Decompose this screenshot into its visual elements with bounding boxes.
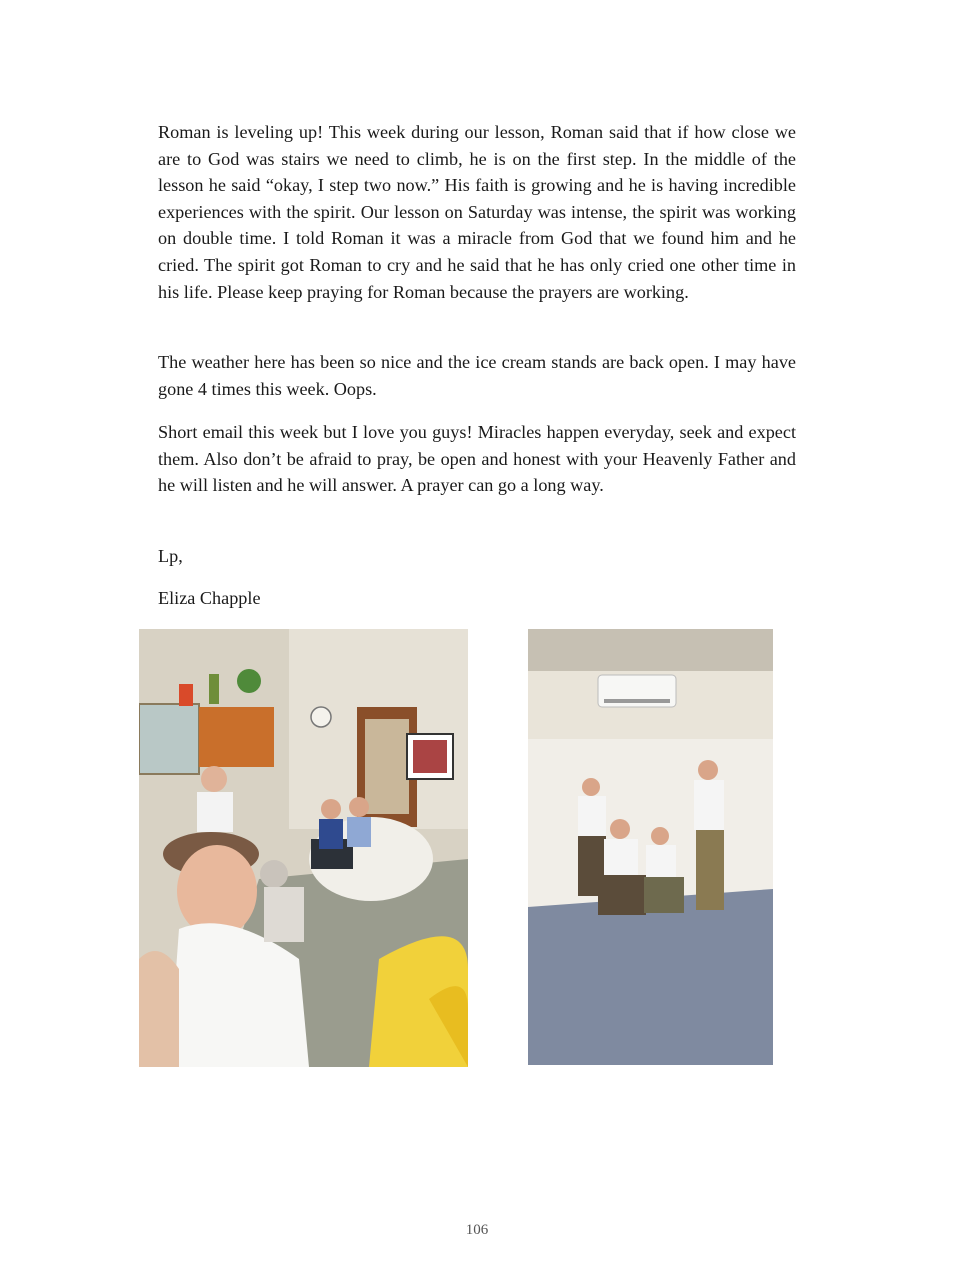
page-number: 106	[465, 1222, 489, 1238]
paragraph-weather: The weather here has been so nice and the ice cream stands are back open. I may have gone 4 times this week. Oops.	[158, 352, 796, 399]
kitchen-selfie-photo	[139, 629, 468, 1067]
group-pose-photo	[528, 629, 773, 1065]
paragraph-short-email: Short email this week but I love you guys! Miracles happen everyday, seek and expect them. Also don’t be afraid to pray, be open and honest with your Heavenly Father and he will listen and he will answer. A prayer can go a long way.	[158, 422, 796, 496]
signature: Eliza Chapple	[158, 588, 261, 608]
paragraph-roman: Roman is leveling up! This week during our lesson, Roman said that if how close we are to God was stairs we need to climb, he is on the first step. In the middle of the lesson he said “okay, I step two now.” His faith is growing and he is having incredible experiences with the spirit. Our lesson on Saturday was intense, the spirit was working on double time. I told Roman it was a miracle from God that we found him and he cried. The spirit got Roman to cry and he said that he has only cried one other time in his life. Please keep praying for Roman because the prayers are working.	[158, 122, 796, 302]
signoff: Lp,	[158, 546, 183, 566]
